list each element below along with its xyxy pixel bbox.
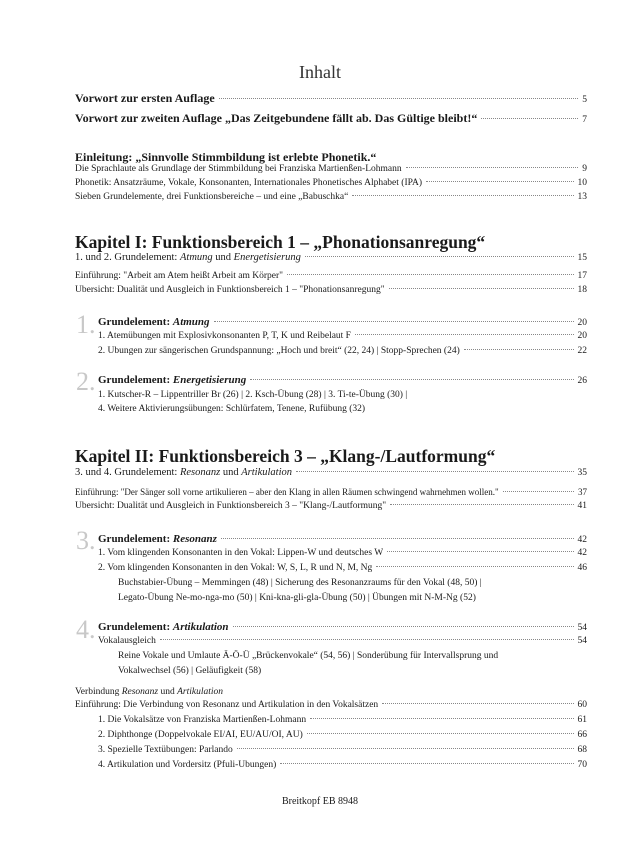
entry-text: Phonetik: Ansatzräume, Vokale, Konsonanten, Internationales Phonetisches Alphabet (IPA): [75, 178, 423, 188]
entry-page: 20: [577, 318, 587, 328]
sub-a: Resonanz: [179, 467, 221, 478]
toc-entry[interactable]: [98, 563, 587, 579]
footer-label: Breitkopf EB 8948: [281, 796, 359, 807]
entry-text: Vorwort zur ersten Auflage: [75, 91, 215, 105]
toc-entry-continued: Legato-Übung Ne-mo-nga-mo (50) | Kni-kna-gli-gla-Übung (50) | Übungen mit N-M-Ng (52): [118, 593, 476, 603]
entry-page: 54: [577, 623, 587, 633]
toc-entry[interactable]: [98, 730, 587, 746]
element-name: Energetisierung: [172, 374, 247, 386]
toc-entry[interactable]: [75, 285, 587, 301]
entry-page: 35: [577, 468, 587, 478]
entry-page: 10: [577, 178, 587, 188]
toc-entry[interactable]: [98, 636, 587, 652]
entry-page: 18: [577, 285, 587, 295]
entry-text: 2. Übungen zur sängerischen Grundspannung: „Hoch und breit“ (22, 24) | Stopp-Sprechen (24): [98, 346, 460, 356]
entry-page: 41: [577, 501, 587, 511]
sub-mid: und: [220, 467, 242, 478]
element-number: 1.: [76, 310, 96, 339]
element-number: 3.: [76, 526, 96, 555]
toc-entry[interactable]: [98, 548, 587, 564]
entry-text: Übersicht: Dualität und Ausgleich in Funktionsbereich 3 – "Klang-/Lautformung": [75, 501, 387, 511]
toc-entry[interactable]: [98, 331, 587, 347]
entry-page: 5: [582, 95, 587, 105]
entry-text: 2. Vom klingenden Konsonanten in den Vokal: W, S, L, R und N, M, Ng: [98, 563, 373, 573]
element-name: Artikulation: [172, 621, 229, 633]
element-name: Resonanz: [172, 533, 217, 545]
verbindung-a: Resonanz: [121, 687, 159, 697]
intro-heading: Einleitung: „Sinnvolle Stimmbildung ist erlebte Phonetik.“: [75, 150, 377, 164]
entry-page: 68: [577, 745, 587, 755]
sub-mid: und: [212, 252, 234, 263]
verbindung-mid: und: [158, 687, 178, 697]
toc-entry[interactable]: 4. Weitere Aktivierungsübungen: Schlürfatem, Tenene, Rufübung (32): [98, 404, 366, 414]
entry-page: 9: [582, 164, 587, 174]
element-number: 2.: [76, 367, 96, 396]
entry-page: 54: [577, 636, 587, 646]
entry-page: 66: [577, 730, 587, 740]
entry-text: 4. Artikulation und Vordersitz (Pfuli-Übungen): [98, 760, 277, 770]
entry-page: 42: [577, 535, 587, 545]
entry-text: Vorwort zur zweiten Auflage „Das Zeitgebundene fällt ab. Das Gültige bleibt!“: [75, 111, 478, 125]
entry-page: 37: [578, 487, 587, 497]
entry-page: 70: [577, 760, 587, 770]
element-label: Grundelement:: [98, 374, 173, 386]
verbindung-heading: [75, 687, 223, 697]
toc-entry[interactable]: [98, 745, 587, 761]
entry-page: 42: [577, 548, 587, 558]
sub-b: Artikulation: [241, 467, 292, 478]
element-heading[interactable]: [98, 374, 587, 390]
sub-prefix: 1. und 2. Grundelement:: [75, 252, 180, 263]
toc-entry[interactable]: [75, 192, 587, 208]
chapter-1-title[interactable]: Kapitel I: Funktionsbereich 1 – „Phonationsanregung“: [75, 232, 486, 252]
toc-entry-continued: Vokalwechsel (56) | Geläufigkeit (58): [118, 666, 262, 676]
toc-entry[interactable]: [75, 501, 587, 517]
element-name: Atmung: [172, 316, 210, 328]
element-label: Grundelement:: [98, 533, 173, 545]
entry-text: Einführung: Die Verbindung von Resonanz und Artikulation in den Vokalsätzen: [75, 700, 379, 710]
entry-page: 7: [582, 115, 587, 125]
entry-text: Die Sprachlaute als Grundlage der Stimmbildung bei Franziska Martienßen-Lohmann: [75, 164, 402, 174]
verbindung-prefix: Verbindung: [75, 687, 122, 697]
toc-entry[interactable]: [98, 346, 587, 362]
entry-page: 20: [577, 331, 587, 341]
page-title: Inhalt: [299, 62, 341, 82]
toc-entry[interactable]: [75, 91, 587, 107]
entry-page: 46: [577, 563, 587, 573]
entry-text: Sieben Grundelemente, drei Funktionsbereiche – und eine „Babuschka“: [75, 192, 349, 202]
entry-text: 1. Vom klingenden Konsonanten in den Vokal: Lippen-W und deutsches W: [98, 548, 384, 558]
sub-b: Energetisierung: [233, 252, 301, 263]
element-heading[interactable]: [98, 621, 587, 637]
entry-text: Einführung: "Der Sänger soll vorne artikulieren – aber den Klang in allen Räumen schwingend wahrnehmen wollen.": [75, 487, 499, 497]
element-heading[interactable]: [98, 533, 587, 549]
element-number: 4.: [76, 615, 96, 644]
entry-page: 15: [577, 253, 587, 263]
entry-text: 1. Atemübungen mit Explosivkonsonanten P, T, K und Reibelaut F: [98, 331, 351, 341]
entry-text: 1. Die Vokalsätze von Franziska Martienßen-Lohmann: [98, 715, 307, 725]
chapter-2-title[interactable]: Kapitel II: Funktionsbereich 3 – „Klang-/Lautformung“: [75, 446, 496, 466]
toc-entry-continued: Buchstabier-Übung – Memmingen (48) | Sicherung des Resonanzraums für den Vokal (48, 50) |: [118, 578, 482, 588]
entry-page: 17: [577, 271, 587, 281]
toc-entry[interactable]: [98, 760, 587, 776]
entry-text: Vokalausgleich: [98, 636, 156, 646]
toc-entry[interactable]: [75, 700, 587, 716]
verbindung-b: Artikulation: [177, 687, 224, 697]
chapter-1-subtitle[interactable]: [75, 252, 587, 268]
toc-entry[interactable]: [98, 715, 587, 731]
entry-page: 13: [577, 192, 587, 202]
element-heading[interactable]: [98, 316, 587, 332]
entry-text: Übersicht: Dualität und Ausgleich in Funktionsbereich 1 – "Phonationsanregung": [75, 285, 385, 295]
toc-entry-continued: Reine Vokale und Umlaute Ä-Ö-Ü „Brückenvokale“ (54, 56) | Sonderübung für Intervallsprung und: [118, 651, 499, 661]
sub-prefix: 3. und 4. Grundelement:: [75, 467, 180, 478]
entry-page: 60: [577, 700, 587, 710]
toc-entry[interactable]: [75, 111, 587, 127]
chapter-2-subtitle[interactable]: [75, 467, 587, 483]
entry-page: 61: [577, 715, 587, 725]
entry-text: Einführung: "Arbeit am Atem heißt Arbeit am Körper": [75, 271, 283, 281]
entry-text: 3. Spezielle Textübungen: Parlando: [98, 745, 233, 755]
entry-page: 22: [577, 346, 587, 356]
entry-page: 26: [577, 376, 587, 386]
toc-entry[interactable]: 1. Kutscher-R – Lippentriller Br (26) | 2. Ksch-Übung (28) | 3. Ti-te-Übung (30) |: [98, 390, 408, 400]
element-label: Grundelement:: [98, 621, 173, 633]
element-label: Grundelement:: [98, 316, 173, 328]
sub-a: Atmung: [179, 252, 213, 263]
entry-text: 2. Diphthonge (Doppelvokale EI/AI, EU/ÄU/OI, AU): [98, 730, 303, 740]
